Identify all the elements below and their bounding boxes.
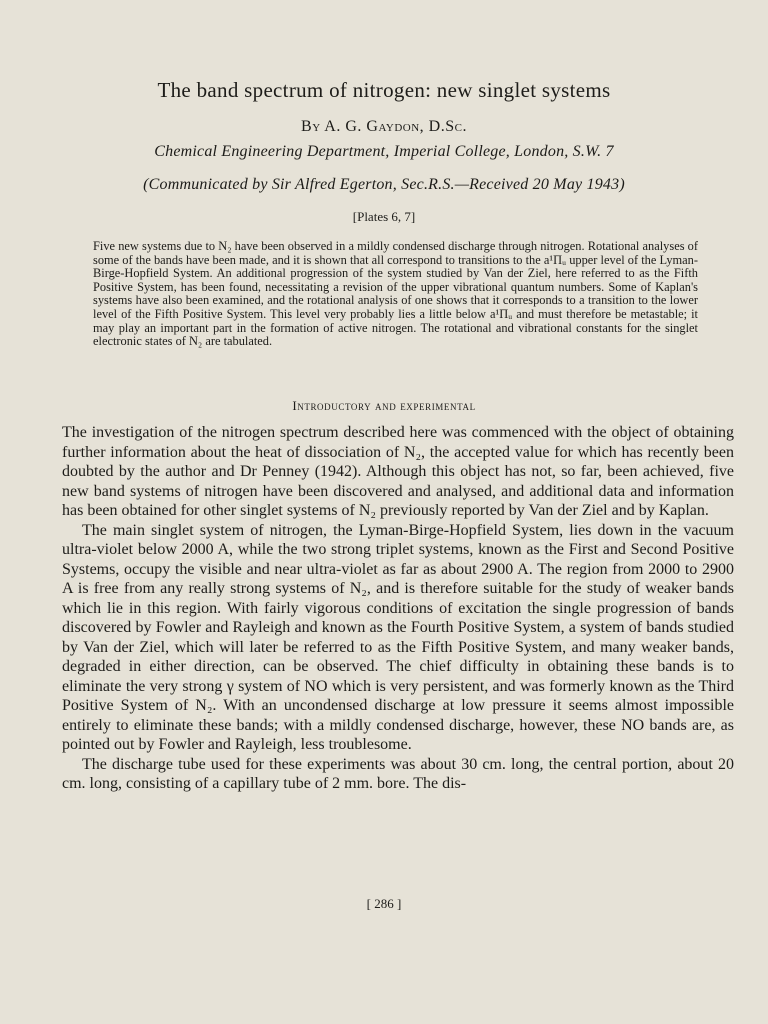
body-paragraph: The main singlet system of nitrogen, the Lyman-Birge-Hopfield System, lies down in the vacuum ultra-violet below 2000 A, while the two strong triplet systems, known as the First and Second Positive Systems, occupy the visible and near ultra-violet as far as about 2900 A. The region from 2000 to 2900 A is free from any really strong systems of N₂, and is therefore suitable for the study of weaker bands which lie in this region. With fairly vigorous conditions of excitation the single progression of bands discovered by Fowler and Rayleigh and known as the Fourth Positive System, a system of bands studied by Van der Ziel, which will later be referred to as the Fifth Positive System, and many weaker bands, degraded in either direction, can be observed. The chief difficulty in obtaining these bands is to eliminate the very strong γ system of NO which is very persistent, and was formerly known as the Third Positive System of N₂. With an uncondensed discharge at low pressure it seems almost impossible entirely to eliminate these bands; with a mildly condensed discharge, however, these NO bands are, as pointed out by Fowler and Rayleigh, less troublesome.	[62, 521, 734, 753]
communication-note: (Communicated by Sir Alfred Egerton, Sec.R.S.—Received 20 May 1943)	[143, 176, 625, 193]
body-paragraph: The discharge tube used for these experiments was about 30 cm. long, the central portion, about 20 cm. long, consisting of a capillary tube of 2 mm. bore. The dis-	[62, 755, 734, 792]
page-number: [ 286 ]	[366, 896, 402, 911]
section-heading: Introductory and experimental	[292, 398, 476, 413]
abstract	[93, 240, 698, 349]
body-text	[62, 423, 734, 794]
paper-title: The band spectrum of nitrogen: new singlet systems	[157, 78, 611, 102]
affiliation: Chemical Engineering Department, Imperial College, London, S.W. 7	[154, 143, 614, 160]
body-paragraph: The investigation of the nitrogen spectrum described here was commenced with the object of obtaining further information about the heat of dissociation of N₂, the accepted value for which has recently been doubted by the author and Dr Penney (1942). Although this object has not, so far, been achieved, five new band systems of nitrogen have been discovered and analysed, and additional data and information has been obtained for other singlet systems of N₂ previously reported by Van der Ziel and by Kaplan.	[62, 424, 734, 519]
abstract-text: Five new systems due to N₂ have been observed in a mildly condensed discharge through nitrogen. Rotational analyses of some of the bands have been made, and it is shown that all correspond to transitions to the a¹Πᵤ upper level of the Lyman-Birge-Hopfield System. An additional progression of the system studied by Van der Ziel, here referred to as the Fifth Positive System, has been found, necessitating a revision of the upper vibrational quantum numbers. Some of Kaplan's systems have also been examined, and the rotational analysis of one shows that it corresponds to a transition to the lower level of the Fifth Positive System. This level very probably lies a little below a¹Πᵤ and must therefore be metastable; it may play an important part in the formation of active nitrogen. The rotational and vibrational constants for the singlet electronic states of N₂ are tabulated.	[93, 239, 698, 349]
author-line: By A. G. Gaydon, D.Sc.	[301, 118, 467, 135]
plates-reference: [Plates 6, 7]	[352, 209, 416, 224]
